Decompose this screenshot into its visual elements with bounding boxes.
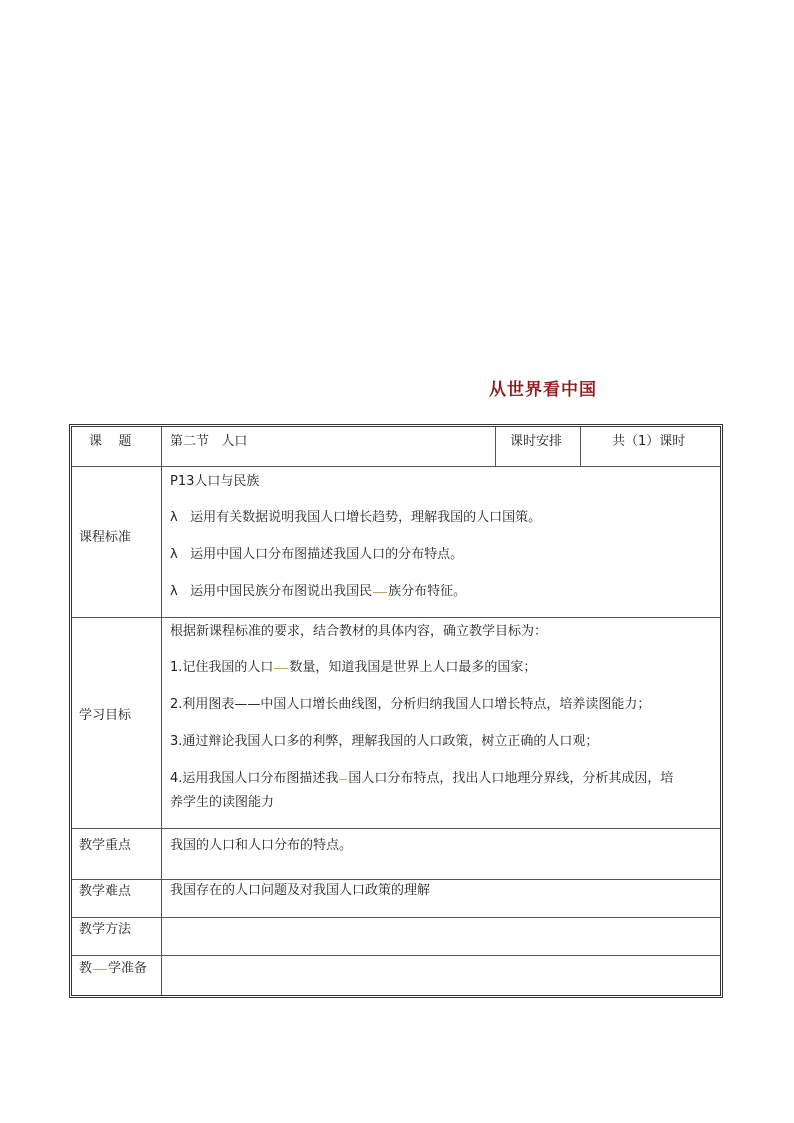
objective-item-part: 1.记住我国的人口 [170, 660, 274, 675]
topic-label-text: 课 题 [89, 434, 132, 449]
objective-item: 2.利用图表——中国人口增长曲线图，分析归纳我国人口增长特点，培养读图能力； [170, 697, 651, 712]
topic-label [89, 434, 132, 450]
objective-item [170, 656, 715, 680]
preparation-label-part: 教 [79, 961, 93, 976]
methods-label: 教学方法 [79, 922, 132, 937]
objective-item: 3.通过辩论我国人口多的利弊，理解我国的人口政策，树立正确的人口观； [170, 734, 599, 749]
objective-item-continued: 养学生的读图能力 [170, 795, 275, 810]
curriculum-item-part: 族分布特征。 [388, 584, 467, 599]
preparation-label [79, 961, 147, 977]
objective-item-part: 国人口分布特点，找出人口地理分界线，分析其成因，培 [348, 771, 674, 786]
curriculum-source: P13人口与民族 [170, 474, 260, 489]
column-divider [580, 427, 581, 466]
curriculum-item: λ 运用有关数据说明我国人口增长趋势，理解我国的人口国策。 [170, 510, 542, 525]
key-points-value: 我国的人口和人口分布的特点。 [170, 838, 353, 853]
curriculum-item: λ 运用中国人口分布图描述我国人口的分布特点。 [170, 547, 464, 562]
blank-mark [93, 969, 107, 970]
blank-mark [274, 668, 288, 669]
row-divider [72, 917, 720, 918]
curriculum-item [170, 580, 715, 604]
schedule-value: 共（1）课时 [612, 434, 686, 449]
row-divider [72, 466, 720, 467]
schedule-label: 课时安排 [510, 434, 563, 449]
document-title: 从世界看中国 [489, 380, 597, 400]
column-divider [495, 427, 496, 466]
difficulties-value: 我国存在的人口问题及对我国人口政策的理解 [170, 883, 431, 898]
objective-item-part: 4.运用我国人口分布图描述我 [170, 771, 339, 786]
row-divider [72, 617, 720, 618]
curriculum-item-part: λ 运用中国民族分布图说出我国民 [170, 584, 373, 599]
row-divider [72, 828, 720, 829]
objective-item [170, 767, 715, 791]
preparation-label-part: 学准备 [108, 961, 148, 976]
objective-item-part: 数量，知道我国是世界上人口最多的国家； [289, 660, 537, 675]
key-points-label: 教学重点 [79, 838, 132, 853]
column-divider [161, 427, 162, 995]
objectives-label: 学习目标 [79, 708, 132, 723]
topic-value: 第二节 人口 [170, 434, 248, 449]
row-divider [72, 955, 720, 956]
objectives-intro: 根据新课程标准的要求，结合教材的具体内容，确立教学目标为： [170, 624, 548, 639]
blank-mark [339, 779, 347, 780]
difficulties-label: 教学难点 [79, 884, 132, 899]
blank-mark [373, 592, 387, 593]
curriculum-label: 课程标准 [79, 530, 132, 545]
